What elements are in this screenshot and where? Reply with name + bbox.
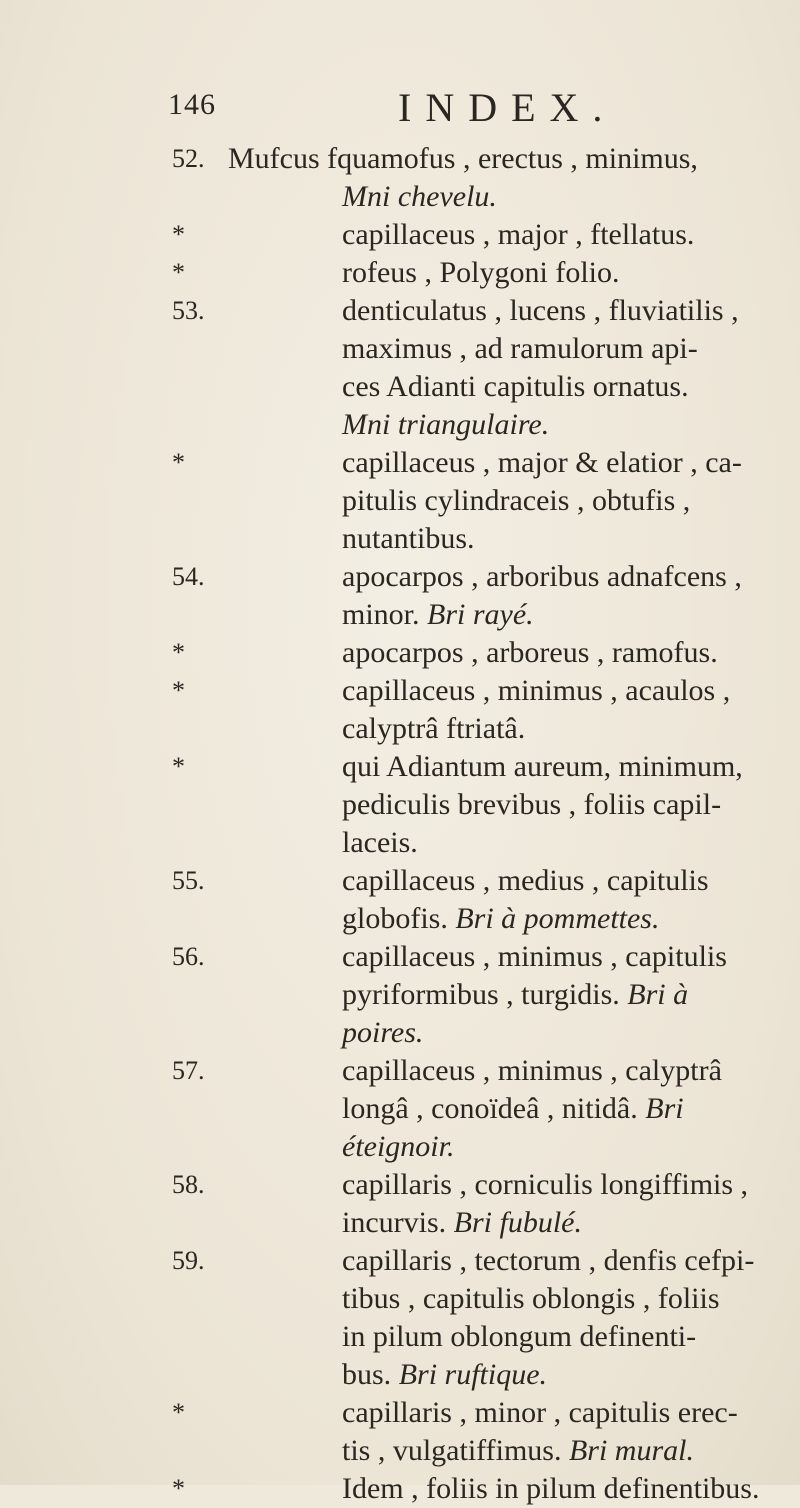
entry-line: pyriformibus , turgidis. Bri à xyxy=(342,978,689,1011)
entry-line: tibus , capitulis oblongis , foliis xyxy=(342,1282,720,1315)
entry-line: tis , vulgatiffimus. Bri mural. xyxy=(342,1434,694,1467)
index-entry xyxy=(0,558,800,634)
entry-line: minor. Bri rayé. xyxy=(342,598,534,631)
entry-line: Mufcus fquamofus , erectus , minimus, xyxy=(228,142,698,175)
entry-line: incurvis. Bri fubulé. xyxy=(342,1206,582,1239)
index-entry xyxy=(0,254,800,292)
entry-line xyxy=(342,406,800,444)
entry-line xyxy=(342,1014,800,1052)
index-entry xyxy=(0,444,800,558)
vernacular-name: Mni triangulaire. xyxy=(342,408,550,441)
index-entry xyxy=(0,672,800,748)
vernacular-name: Bri mural. xyxy=(568,1434,694,1467)
entry-line: laceis. xyxy=(342,826,418,859)
vernacular-name: poires. xyxy=(342,1016,424,1049)
index-entry xyxy=(0,748,800,862)
entry-marker: 57. xyxy=(172,1056,205,1085)
entry-marker: 55. xyxy=(172,866,205,895)
entry-line: capillaris , tectorum , denfis cefpi- xyxy=(342,1244,755,1277)
entry-marker: 53. xyxy=(172,296,205,325)
page-number: 146 xyxy=(168,88,216,121)
index-entry xyxy=(0,634,800,672)
page-header xyxy=(0,85,800,138)
entry-line: qui Adiantum aureum, minimum, xyxy=(342,750,743,783)
index-entry xyxy=(0,216,800,254)
vernacular-name: Bri fubulé. xyxy=(453,1206,582,1239)
entry-marker: 59. xyxy=(172,1246,205,1275)
entry-line: pitulis cylindraceis , obtufis , xyxy=(342,484,691,517)
vernacular-name: Bri rayé. xyxy=(427,598,534,631)
entry-line: ces Adianti capitulis ornatus. xyxy=(342,370,689,403)
entry-line: denticulatus , lucens , fluviatilis , xyxy=(342,294,739,327)
entry-marker: 54. xyxy=(172,562,205,591)
entry-line: globofis. Bri à pommettes. xyxy=(342,902,660,935)
index-entry xyxy=(0,1470,800,1508)
index-entry xyxy=(0,1242,800,1394)
vernacular-name: Bri à xyxy=(627,978,689,1011)
entry-line: nutantibus. xyxy=(342,522,475,555)
entry-marker: * xyxy=(172,448,185,477)
entry-line: Idem , foliis in pilum definentibus. xyxy=(342,1472,760,1505)
entry-line: apocarpos , arboribus adnafcens , xyxy=(342,560,742,593)
index-entry xyxy=(0,1166,800,1242)
entry-line xyxy=(342,1128,800,1166)
index-entry xyxy=(0,292,800,444)
index-entry xyxy=(0,1052,800,1166)
entry-line: capillaceus , major , ftellatus. xyxy=(342,218,695,251)
entry-line: apocarpos , arboreus , ramofus. xyxy=(342,636,718,669)
entry-marker: * xyxy=(172,220,185,249)
entry-marker: * xyxy=(172,638,185,667)
entry-marker: * xyxy=(172,1474,185,1503)
entry-marker: * xyxy=(172,258,185,287)
entry-marker: 52. xyxy=(172,144,205,173)
entry-line: in pilum oblongum definenti- xyxy=(342,1320,697,1353)
index-entry xyxy=(0,862,800,938)
vernacular-name: Bri xyxy=(645,1092,684,1125)
index-entry xyxy=(0,938,800,1052)
vernacular-name: Bri à pommettes. xyxy=(455,902,660,935)
entry-line: capillaris , minor , capitulis erec- xyxy=(342,1396,738,1429)
entry-marker: * xyxy=(172,752,185,781)
entry-line: capillaceus , minimus , calyptrâ xyxy=(342,1054,722,1087)
entry-line: longâ , conoïdeâ , nitidâ. Bri xyxy=(342,1092,684,1125)
entry-line: maximus , ad ramulorum api- xyxy=(342,332,698,365)
entry-line: capillaceus , medius , capitulis xyxy=(342,864,709,897)
vernacular-name: Mni chevelu. xyxy=(342,180,497,213)
entry-line: rofeus , Polygoni folio. xyxy=(342,256,620,289)
index-entries xyxy=(0,140,800,1508)
entry-marker: * xyxy=(172,676,185,705)
vernacular-name: éteignoir. xyxy=(342,1130,455,1163)
index-entry xyxy=(0,140,800,216)
entry-line: capillaceus , minimus , acaulos , xyxy=(342,674,731,707)
entry-line xyxy=(342,178,800,216)
running-title: INDEX. xyxy=(398,85,617,130)
index-entry xyxy=(0,1394,800,1470)
entry-marker: * xyxy=(172,1398,185,1427)
entry-line: bus. Bri ruftique. xyxy=(342,1358,548,1391)
entry-line: calyptrâ ftriatâ. xyxy=(342,712,526,745)
entry-line: pediculis brevibus , foliis capil- xyxy=(342,788,722,821)
entry-line: capillaceus , minimus , capitulis xyxy=(342,940,727,973)
entry-line: capillaceus , major & elatior , ca- xyxy=(342,446,742,479)
entry-marker: 58. xyxy=(172,1170,205,1199)
entry-marker: 56. xyxy=(172,942,205,971)
vernacular-name: Bri ruftique. xyxy=(398,1358,548,1391)
entry-line: capillaris , corniculis longiffimis , xyxy=(342,1168,749,1201)
